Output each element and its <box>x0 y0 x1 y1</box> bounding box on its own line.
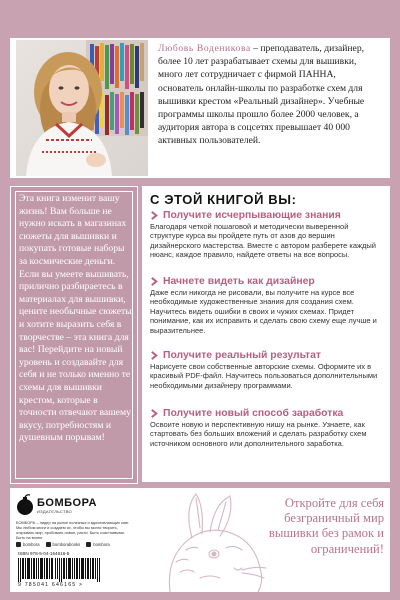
feature-title: Получите исчерпывающие знания <box>163 210 341 221</box>
publisher-subtitle: ИЗДАТЕЛЬСТВО <box>37 508 73 514</box>
feature-desc: Благодаря четкой пошаговой и методически выверенной структуре курса вы пройдете путь от азов до вершин дизайнерского мастерства. Вместе с автором разберете каждый нюанс, каждое правило, найдете ответы на все вопросы. <box>150 222 376 260</box>
blurb-box <box>10 186 138 484</box>
chevron-right-icon <box>150 211 159 220</box>
isbn: ISBN 978-5-04-164616-5 <box>18 551 70 556</box>
feature-title: Начнете видеть как дизайнер <box>163 276 315 287</box>
barcode-icon <box>18 558 104 582</box>
rabbit-sketch <box>130 488 280 592</box>
author-bio-text: – преподаватель, дизайнер, более 10 лет разрабатывает схемы для вышивки, много лет сотрудничает с фирмой ПАННА, основатель онлайн-школы по разработке схем для вышивки крестом «Реальный дизайнер». Учебные программы школы прошло более 2000 человек, а аудитория автора в соцсетях превышает 40 000 активных пользователей. <box>158 43 365 147</box>
publisher-name: БОМБОРА <box>37 496 97 509</box>
feature-desc: Освоите новую и перспективную нишу на рынке. Узнаете, как стартовать без больших вложений и сделать разработку схем источником основного или дополнительного заработка. <box>150 420 367 448</box>
chevron-right-icon <box>150 351 159 360</box>
feature-title: Получите новый способ заработка <box>163 408 344 419</box>
author-portrait-icon <box>16 40 148 176</box>
author-panel <box>10 38 390 178</box>
feature-item <box>150 210 384 260</box>
chevron-right-icon <box>150 409 159 418</box>
feature-item <box>150 276 384 335</box>
telegram-icon <box>86 542 91 547</box>
publisher-logo <box>16 494 97 516</box>
social-links <box>16 542 110 547</box>
instagram-icon <box>46 542 51 547</box>
blurb-text: Эта книга изменит вашу жизнь! Вам больше не нужно искать в магазинах сюжеты для вышивки и покупать готовые наборы за космические деньги. Если вы умеете вышивать, прилично разбираетесь в материалах для вышивки, цените необычные сюжеты и хотите выразить себя в творчестве – эта книга для вас! Перейдите на новый уровень и создавайте для себя и не только именно те схемы для вышивки крестом, которые в точности отвечают вашему вкусу, потребностям и душевным порывам! <box>19 193 132 444</box>
bottom-panel <box>10 488 390 592</box>
author-name: Любовь Воденикова <box>158 43 251 54</box>
author-bio <box>158 42 382 148</box>
social-link[interactable]: bombora <box>16 542 40 547</box>
author-photo <box>16 40 148 176</box>
vk-icon <box>16 542 21 547</box>
feature-item <box>150 350 384 390</box>
barcode-number: 9 785041 646165 > <box>18 582 84 588</box>
chevron-right-icon <box>150 277 159 286</box>
features-title: С ЭТОЙ КНИГОЙ ВЫ: <box>150 192 297 207</box>
social-link[interactable]: bombora <box>86 542 110 547</box>
feature-title: Получите реальный результат <box>163 350 321 361</box>
slogan: Откройте для себя безграничный мир вышивки без рамок и ограничений! <box>268 496 384 556</box>
publisher-note: БОМБОРА – лидер на рынке полезных и вдохновляющих книг. Мы любим книги и создаем их, чтобы вы могли творить, открывать мир, пробовать новое, расти. Быть счастливыми. Быть на волне. <box>16 520 130 540</box>
bomb-icon <box>16 494 34 516</box>
feature-desc: Нарисуете свои собственные авторские схемы. Оформите их в красивый PDF-файл. Научитесь пользоваться дополнительными необходимыми дизайнеру программами. <box>150 362 378 390</box>
feature-item <box>150 408 384 448</box>
features-panel <box>142 186 390 482</box>
rabbit-icon <box>130 488 280 592</box>
feature-desc: Даже если никогда не рисовали, вы получите на курсе все необходимые художественные знания для создания схем. Научитесь видеть ошибки в своих и чужих схемах. Придет понимание, как их исправить и сделать свою схему еще лучше и выразительнее. <box>150 288 377 335</box>
social-link[interactable]: bomborabooks <box>46 542 81 547</box>
